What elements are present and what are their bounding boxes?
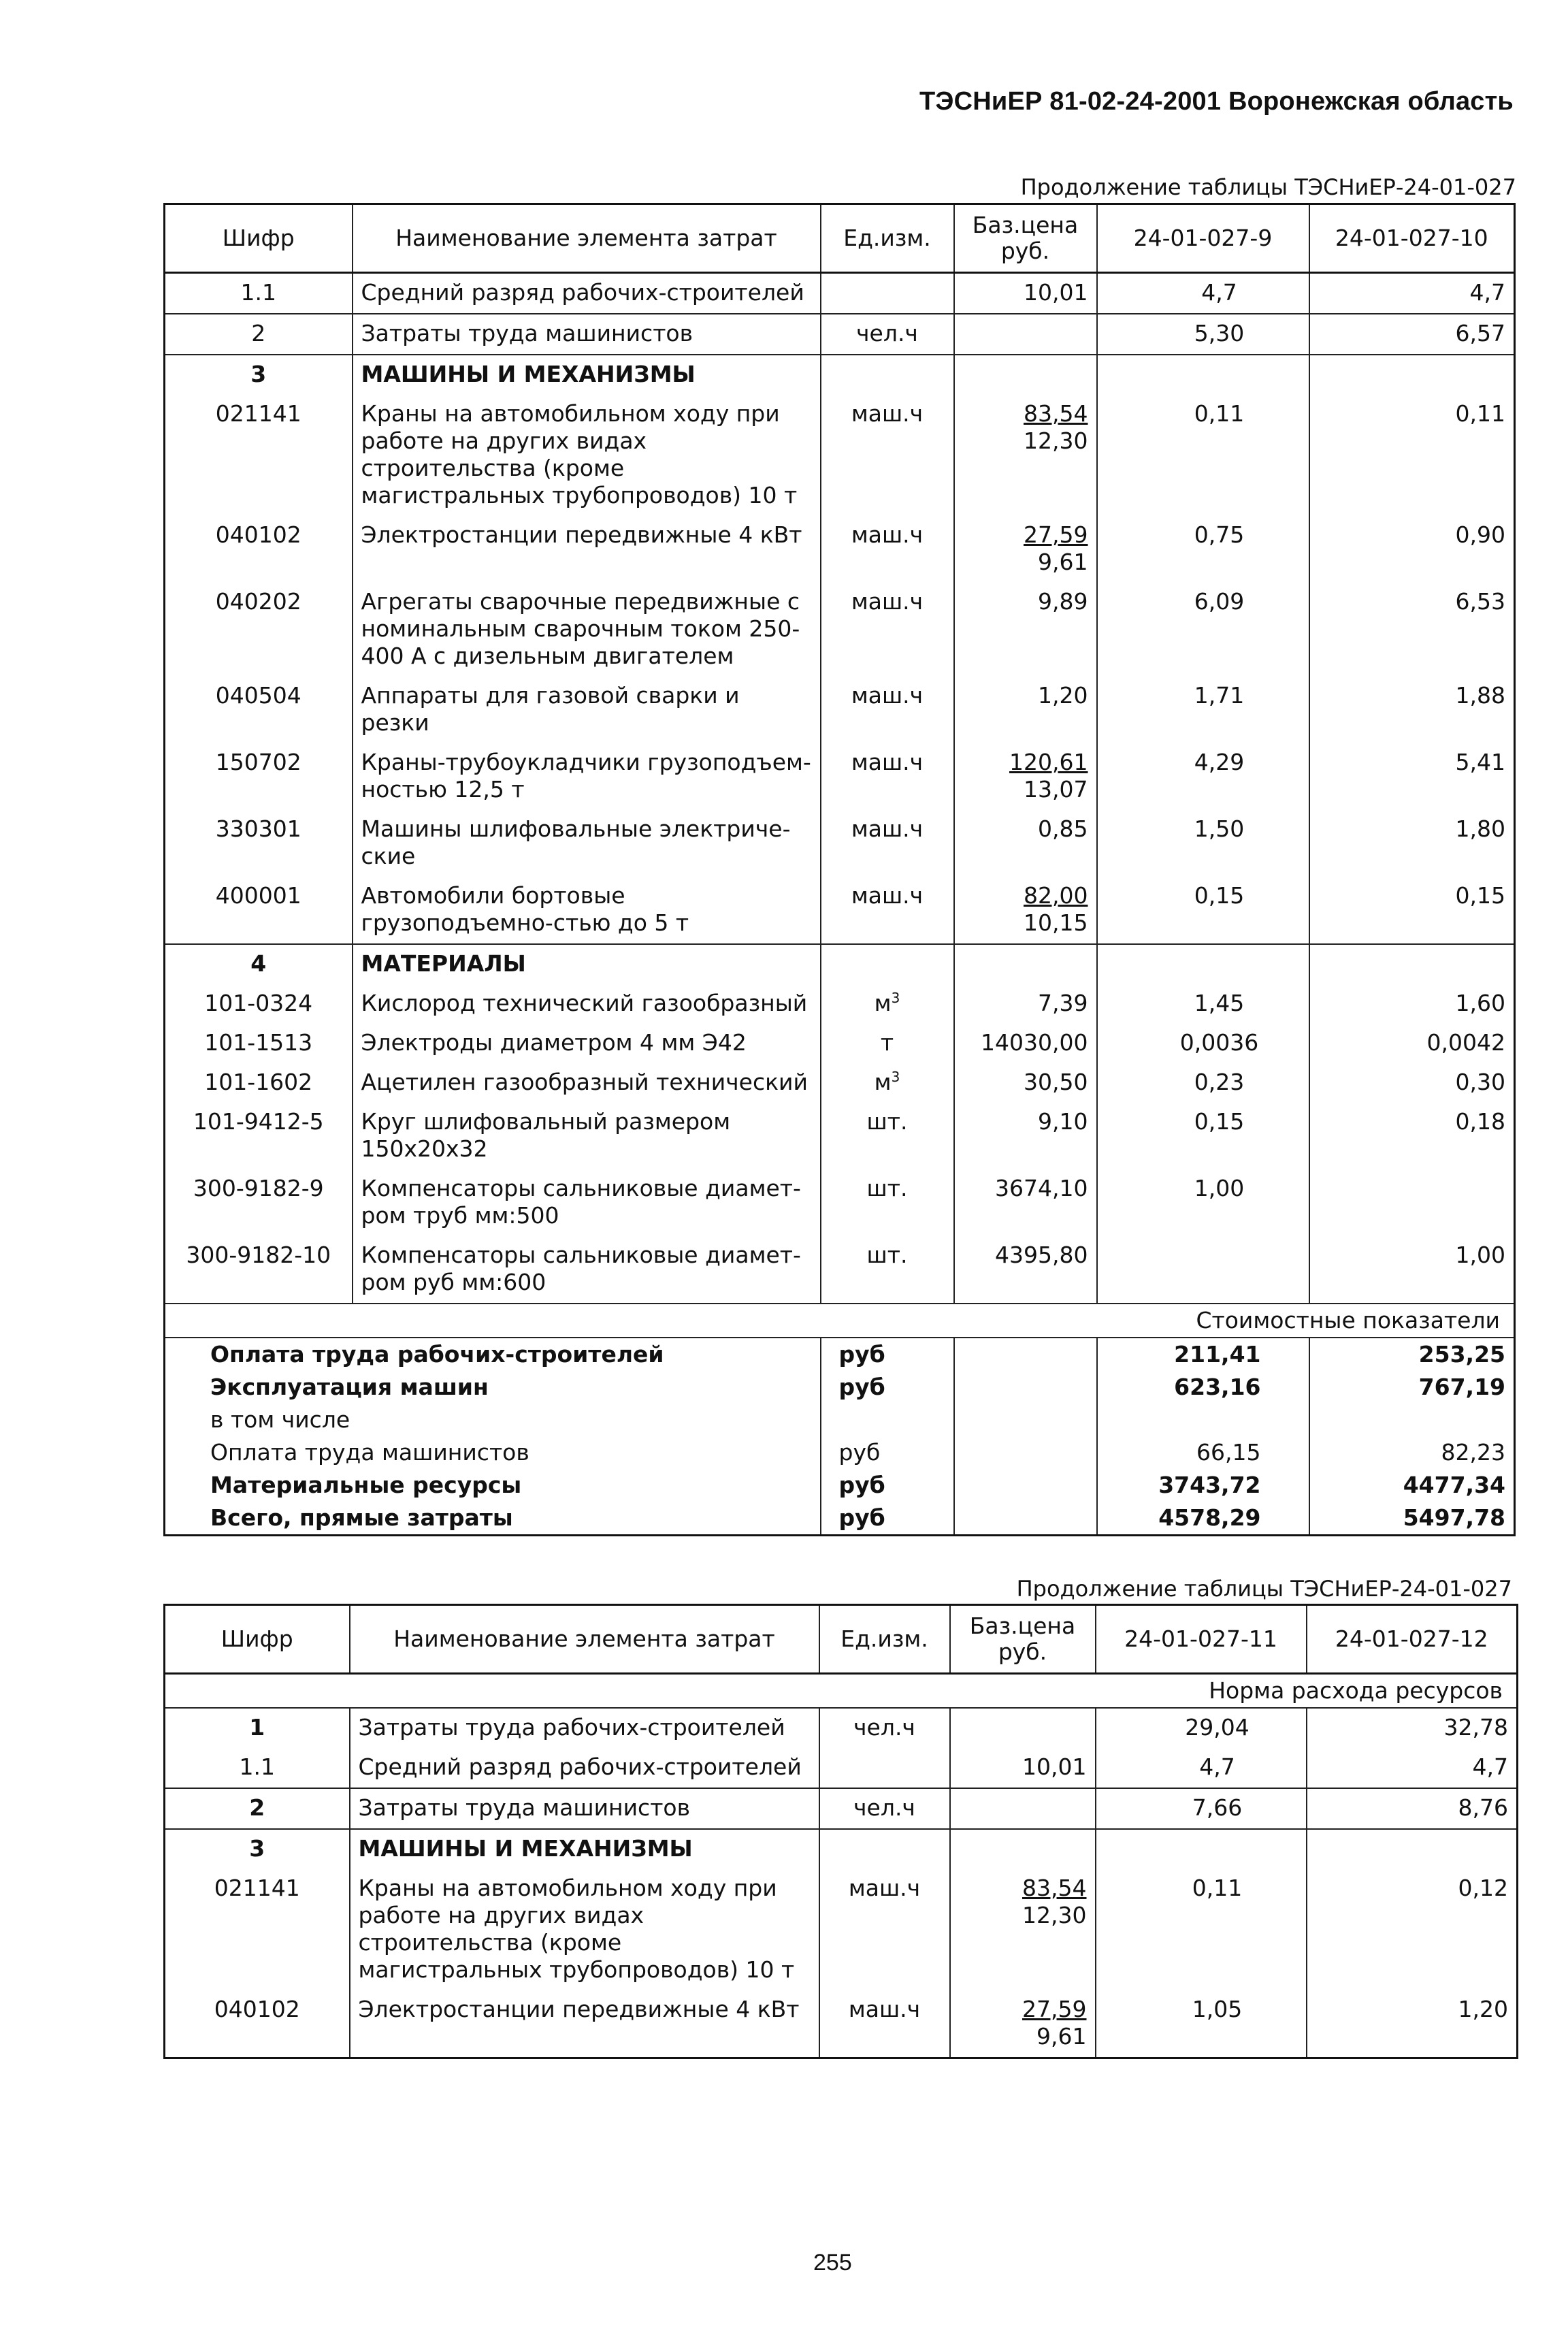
row-price — [950, 1788, 1096, 1829]
summary-row — [165, 1371, 1515, 1404]
row-price-main: 10,01 — [1024, 279, 1088, 306]
col-header-norm-10: 24-01-027-10 — [1309, 204, 1515, 273]
row-norm-1 — [1097, 944, 1309, 984]
summary-value-2: 253,25 — [1309, 1338, 1515, 1371]
table-row — [165, 1063, 1515, 1103]
row-norm-1: 1,71 — [1097, 677, 1309, 743]
row-code: 1 — [165, 1708, 350, 1748]
table-row — [165, 1869, 1518, 1990]
row-code: 400001 — [165, 877, 353, 944]
row-norm-1: 6,09 — [1097, 583, 1309, 677]
row-norm-2: 1,80 — [1309, 810, 1515, 877]
table-row — [165, 1990, 1518, 2058]
row-code: 101-1602 — [165, 1063, 353, 1103]
row-code: 101-9412-5 — [165, 1103, 353, 1169]
summary-row — [165, 1436, 1515, 1469]
row-unit — [819, 1748, 950, 1788]
row-unit — [821, 743, 954, 810]
row-unit — [821, 583, 954, 677]
row-norm-1: 29,04 — [1096, 1708, 1307, 1748]
row-unit — [821, 810, 954, 877]
row-code: 1.1 — [165, 273, 353, 314]
col-header-name: Наименование элемента затрат — [350, 1605, 819, 1674]
row-norm-1: 0,23 — [1097, 1063, 1309, 1103]
row-code: 021141 — [165, 1869, 350, 1990]
summary-unit: руб — [821, 1502, 954, 1536]
row-price-main: 1,20 — [1038, 682, 1088, 709]
summary-caption-row — [165, 1304, 1515, 1338]
row-norm-1: 0,15 — [1097, 877, 1309, 944]
table-row — [165, 1708, 1518, 1748]
row-price — [954, 1236, 1097, 1304]
page-number: 255 — [813, 2250, 852, 2276]
summary-price — [954, 1371, 1097, 1404]
norm-caption: Норма расхода ресурсов — [165, 1674, 1518, 1709]
col-header-norm-11: 24-01-027-11 — [1096, 1605, 1307, 1674]
row-unit-text: маш.ч — [851, 521, 924, 548]
row-unit-text: маш.ч — [851, 749, 924, 775]
row-norm-1: 0,0036 — [1097, 1024, 1309, 1063]
table-row — [165, 984, 1515, 1024]
table-row — [165, 355, 1515, 395]
col-header-code: Шифр — [165, 204, 353, 273]
row-norm-2: 0,30 — [1309, 1063, 1515, 1103]
summary-label: в том числе — [165, 1404, 821, 1436]
table-row — [165, 395, 1515, 516]
row-unit-text: маш.ч — [851, 400, 924, 427]
summary-unit: руб — [821, 1436, 954, 1469]
summary-label: Оплата труда рабочих-строителей — [165, 1338, 821, 1371]
col-header-price: Баз.цена руб. — [954, 204, 1097, 273]
summary-price — [954, 1502, 1097, 1536]
row-unit — [819, 1708, 950, 1748]
row-norm-1 — [1097, 355, 1309, 395]
row-norm-2: 5,41 — [1309, 743, 1515, 810]
summary-unit: руб — [821, 1338, 954, 1371]
table-header-row — [165, 204, 1515, 273]
table-row — [165, 1024, 1515, 1063]
row-unit-text: маш.ч — [848, 1875, 921, 1901]
summary-price — [954, 1436, 1097, 1469]
summary-value-1 — [1097, 1404, 1309, 1436]
row-unit — [821, 355, 954, 395]
row-name: Компенсаторы сальниковые диамет-ром руб мм:600 — [353, 1236, 821, 1304]
row-name: Краны на автомобильном ходу при работе на других видах строительства (кроме магистральных трубопроводов) 10 т — [350, 1869, 819, 1990]
summary-label: Оплата труда машинистов — [165, 1436, 821, 1469]
col-header-price: Баз.цена руб. — [950, 1605, 1096, 1674]
row-norm-2: 0,11 — [1309, 395, 1515, 516]
table-row — [165, 1748, 1518, 1788]
row-unit — [819, 1829, 950, 1869]
row-code: 330301 — [165, 810, 353, 877]
row-norm-2 — [1309, 355, 1515, 395]
row-price — [954, 314, 1097, 355]
summary-price — [954, 1404, 1097, 1436]
row-norm-1: 0,11 — [1097, 395, 1309, 516]
row-name: Электростанции передвижные 4 кВт — [350, 1990, 819, 2058]
row-code: 101-1513 — [165, 1024, 353, 1063]
summary-value-2: 5497,78 — [1309, 1502, 1515, 1536]
summary-value-1: 66,15 — [1097, 1436, 1309, 1469]
row-code: 3 — [165, 355, 353, 395]
row-unit-text: шт. — [866, 1175, 908, 1201]
table-header-row — [165, 1605, 1518, 1674]
table-row — [165, 273, 1515, 314]
summary-label: Всего, прямые затраты — [165, 1502, 821, 1536]
row-code: 300-9182-10 — [165, 1236, 353, 1304]
row-price-main: 82,00 — [1024, 882, 1088, 909]
row-norm-1: 4,7 — [1096, 1748, 1307, 1788]
row-price — [954, 743, 1097, 810]
row-unit — [821, 1103, 954, 1169]
row-unit-text: чел.ч — [853, 1794, 915, 1821]
table-row — [165, 314, 1515, 355]
row-norm-2: 1,60 — [1309, 984, 1515, 1024]
summary-label: Эксплуатация машин — [165, 1371, 821, 1404]
row-unit — [821, 516, 954, 583]
row-price-main: 83,54 — [1024, 400, 1088, 427]
row-unit — [819, 1788, 950, 1829]
table-row — [165, 743, 1515, 810]
col-header-unit: Ед.изм. — [819, 1605, 950, 1674]
table-row — [165, 810, 1515, 877]
row-name: Краны-трубоукладчики грузоподъем-ностью 12,5 т — [353, 743, 821, 810]
summary-unit — [821, 1404, 954, 1436]
row-code: 040102 — [165, 1990, 350, 2058]
row-norm-2: 0,18 — [1309, 1103, 1515, 1169]
row-norm-2: 0,15 — [1309, 877, 1515, 944]
row-name: Средний разряд рабочих-строителей — [350, 1748, 819, 1788]
row-norm-2: 1,00 — [1309, 1236, 1515, 1304]
row-price — [954, 877, 1097, 944]
table-row — [165, 516, 1515, 583]
row-unit-text: чел.ч — [856, 320, 918, 346]
row-price-wage: 10,15 — [1024, 909, 1088, 936]
row-name: МАШИНЫ И МЕХАНИЗМЫ — [353, 355, 821, 395]
row-norm-2 — [1309, 1169, 1515, 1236]
row-norm-2: 6,57 — [1309, 314, 1515, 355]
row-price-wage: 9,61 — [1036, 2023, 1087, 2050]
row-norm-1: 0,11 — [1096, 1869, 1307, 1990]
row-price — [954, 516, 1097, 583]
row-price — [954, 677, 1097, 743]
table-row — [165, 1829, 1518, 1869]
row-unit — [821, 395, 954, 516]
row-name: Затраты труда машинистов — [350, 1788, 819, 1829]
col-header-name: Наименование элемента затрат — [353, 204, 821, 273]
norm-caption-row — [165, 1674, 1518, 1709]
row-unit — [821, 273, 954, 314]
row-code: 2 — [165, 314, 353, 355]
row-norm-1: 5,30 — [1097, 314, 1309, 355]
summary-value-2: 4477,34 — [1309, 1469, 1515, 1502]
row-name: Краны на автомобильном ходу при работе на других видах строительства (кроме магистральных трубопроводов) 10 т — [353, 395, 821, 516]
row-norm-1: 7,66 — [1096, 1788, 1307, 1829]
row-norm-2: 8,76 — [1307, 1788, 1518, 1829]
row-price-main: 9,10 — [1038, 1108, 1088, 1135]
row-code: 021141 — [165, 395, 353, 516]
row-unit-text: чел.ч — [853, 1714, 915, 1741]
row-code: 2 — [165, 1788, 350, 1829]
row-name: Агрегаты сварочные передвижные с номинальным сварочным током 250-400 А с дизельным двигателем — [353, 583, 821, 677]
row-price-main: 10,01 — [1022, 1753, 1087, 1780]
row-name: МАТЕРИАЛЫ — [353, 944, 821, 984]
col-header-code: Шифр — [165, 1605, 350, 1674]
row-price — [954, 583, 1097, 677]
col-header-norm-9: 24-01-027-9 — [1097, 204, 1309, 273]
row-code: 3 — [165, 1829, 350, 1869]
row-unit-text: маш.ч — [848, 1996, 921, 2022]
row-price — [954, 944, 1097, 984]
row-norm-1: 0,15 — [1097, 1103, 1309, 1169]
row-unit-text: маш.ч — [851, 882, 924, 909]
row-norm-2 — [1309, 944, 1515, 984]
row-norm-1: 1,00 — [1097, 1169, 1309, 1236]
row-code: 1.1 — [165, 1748, 350, 1788]
row-price-main: 27,59 — [1024, 521, 1088, 548]
row-unit — [821, 944, 954, 984]
summary-row — [165, 1404, 1515, 1436]
table-row — [165, 1788, 1518, 1829]
row-code: 300-9182-9 — [165, 1169, 353, 1236]
summary-price — [954, 1338, 1097, 1371]
summary-row — [165, 1469, 1515, 1502]
row-price — [950, 1748, 1096, 1788]
row-unit-text: маш.ч — [851, 588, 924, 615]
row-name: Ацетилен газообразный технический — [353, 1063, 821, 1103]
row-price — [950, 1869, 1096, 1990]
row-norm-1: 1,05 — [1096, 1990, 1307, 2058]
summary-value-1: 4578,29 — [1097, 1502, 1309, 1536]
row-price-main: 9,89 — [1038, 588, 1088, 615]
row-price — [954, 810, 1097, 877]
row-unit — [821, 314, 954, 355]
row-norm-2: 0,90 — [1309, 516, 1515, 583]
summary-caption: Стоимостные показатели — [165, 1304, 1515, 1338]
row-price — [954, 1063, 1097, 1103]
summary-label: Материальные ресурсы — [165, 1469, 821, 1502]
row-price-main: 4395,80 — [995, 1242, 1088, 1268]
row-price-main: 14030,00 — [981, 1029, 1088, 1056]
row-price-wage: 12,30 — [1024, 427, 1088, 454]
row-code: 101-0324 — [165, 984, 353, 1024]
row-code: 040504 — [165, 677, 353, 743]
row-price — [954, 355, 1097, 395]
row-unit-text: маш.ч — [851, 815, 924, 842]
row-price — [954, 984, 1097, 1024]
row-price-main: 0,85 — [1038, 815, 1088, 842]
row-unit — [821, 1063, 954, 1103]
row-price-main: 120,61 — [1009, 749, 1088, 775]
row-name: Компенсаторы сальниковые диамет-ром труб мм:500 — [353, 1169, 821, 1236]
row-name: Машины шлифовальные электриче-ские — [353, 810, 821, 877]
row-norm-1 — [1096, 1829, 1307, 1869]
row-norm-2 — [1307, 1829, 1518, 1869]
row-norm-2: 32,78 — [1307, 1708, 1518, 1748]
row-name: Затраты труда машинистов — [353, 314, 821, 355]
row-price — [950, 1708, 1096, 1748]
row-norm-2: 1,88 — [1309, 677, 1515, 743]
row-unit-superscript: 3 — [891, 990, 900, 1006]
row-name: Электростанции передвижные 4 кВт — [353, 516, 821, 583]
row-norm-2: 4,7 — [1307, 1748, 1518, 1788]
table-row — [165, 1236, 1515, 1304]
row-norm-1 — [1097, 1236, 1309, 1304]
table-row — [165, 1103, 1515, 1169]
summary-value-2: 82,23 — [1309, 1436, 1515, 1469]
row-norm-1: 4,29 — [1097, 743, 1309, 810]
row-name: Аппараты для газовой сварки и резки — [353, 677, 821, 743]
row-code: 4 — [165, 944, 353, 984]
row-unit-text: шт. — [866, 1242, 908, 1268]
row-price — [954, 1103, 1097, 1169]
summary-row — [165, 1502, 1515, 1536]
row-unit — [821, 877, 954, 944]
summary-value-1: 623,16 — [1097, 1371, 1309, 1404]
summary-value-2 — [1309, 1404, 1515, 1436]
row-name: Затраты труда рабочих-строителей — [350, 1708, 819, 1748]
summary-price — [954, 1469, 1097, 1502]
row-unit — [821, 677, 954, 743]
summary-unit: руб — [821, 1469, 954, 1502]
row-price-main: 7,39 — [1038, 990, 1088, 1016]
resource-table-2 — [163, 1604, 1518, 2059]
row-unit — [821, 984, 954, 1024]
row-name: Автомобили бортовые грузоподъемно-стью до 5 т — [353, 877, 821, 944]
row-unit-superscript: 3 — [891, 1069, 900, 1085]
row-price — [954, 273, 1097, 314]
row-price-wage: 12,30 — [1022, 1902, 1087, 1928]
row-norm-2: 6,53 — [1309, 583, 1515, 677]
row-price-wage: 13,07 — [1024, 776, 1088, 803]
row-norm-2: 4,7 — [1309, 273, 1515, 314]
row-norm-1: 0,75 — [1097, 516, 1309, 583]
row-unit — [819, 1990, 950, 2058]
row-code: 040202 — [165, 583, 353, 677]
row-norm-2: 0,0042 — [1309, 1024, 1515, 1063]
col-header-unit: Ед.изм. — [821, 204, 954, 273]
row-price-main: 83,54 — [1022, 1875, 1087, 1901]
row-unit — [821, 1024, 954, 1063]
row-unit — [819, 1869, 950, 1990]
row-unit — [821, 1169, 954, 1236]
row-price-main: 27,59 — [1022, 1996, 1087, 2022]
row-unit — [821, 1236, 954, 1304]
table-row — [165, 677, 1515, 743]
table-row — [165, 944, 1515, 984]
row-unit-text: м — [874, 990, 892, 1016]
table2-caption: Продолжение таблицы ТЭСНиЕР-24-01-027 — [1016, 1576, 1512, 1602]
row-price-wage: 9,61 — [1038, 549, 1088, 575]
summary-row — [165, 1338, 1515, 1371]
row-code: 040102 — [165, 516, 353, 583]
row-price — [950, 1990, 1096, 2058]
row-name: Средний разряд рабочих-строителей — [353, 273, 821, 314]
row-name: МАШИНЫ И МЕХАНИЗМЫ — [350, 1829, 819, 1869]
row-price — [954, 1169, 1097, 1236]
row-norm-1: 4,7 — [1097, 273, 1309, 314]
row-price — [954, 395, 1097, 516]
row-name: Электроды диаметром 4 мм Э42 — [353, 1024, 821, 1063]
summary-value-2: 767,19 — [1309, 1371, 1515, 1404]
row-unit-text: шт. — [866, 1108, 908, 1135]
row-norm-2: 0,12 — [1307, 1869, 1518, 1990]
summary-value-1: 211,41 — [1097, 1338, 1309, 1371]
row-unit-text: маш.ч — [851, 682, 924, 709]
row-price — [950, 1829, 1096, 1869]
row-unit-text: т — [880, 1029, 894, 1056]
summary-unit: руб — [821, 1371, 954, 1404]
resource-table-1 — [163, 203, 1516, 1536]
table-row — [165, 1169, 1515, 1236]
summary-value-1: 3743,72 — [1097, 1469, 1309, 1502]
row-code: 150702 — [165, 743, 353, 810]
row-price-main: 30,50 — [1024, 1069, 1088, 1095]
row-norm-1: 1,50 — [1097, 810, 1309, 877]
table-row — [165, 583, 1515, 677]
col-header-norm-12: 24-01-027-12 — [1307, 1605, 1518, 1674]
row-name: Круг шлифовальный размером 150х20х32 — [353, 1103, 821, 1169]
row-name: Кислород технический газообразный — [353, 984, 821, 1024]
row-norm-2: 1,20 — [1307, 1990, 1518, 2058]
table-row — [165, 877, 1515, 944]
document-header-title: ТЭСНиЕР 81-02-24-2001 Воронежская область — [919, 87, 1514, 116]
row-price — [954, 1024, 1097, 1063]
row-unit-text: м — [874, 1069, 892, 1095]
row-price-main: 3674,10 — [995, 1175, 1088, 1201]
row-norm-1: 1,45 — [1097, 984, 1309, 1024]
table1-caption: Продолжение таблицы ТЭСНиЕР-24-01-027 — [1020, 174, 1516, 200]
